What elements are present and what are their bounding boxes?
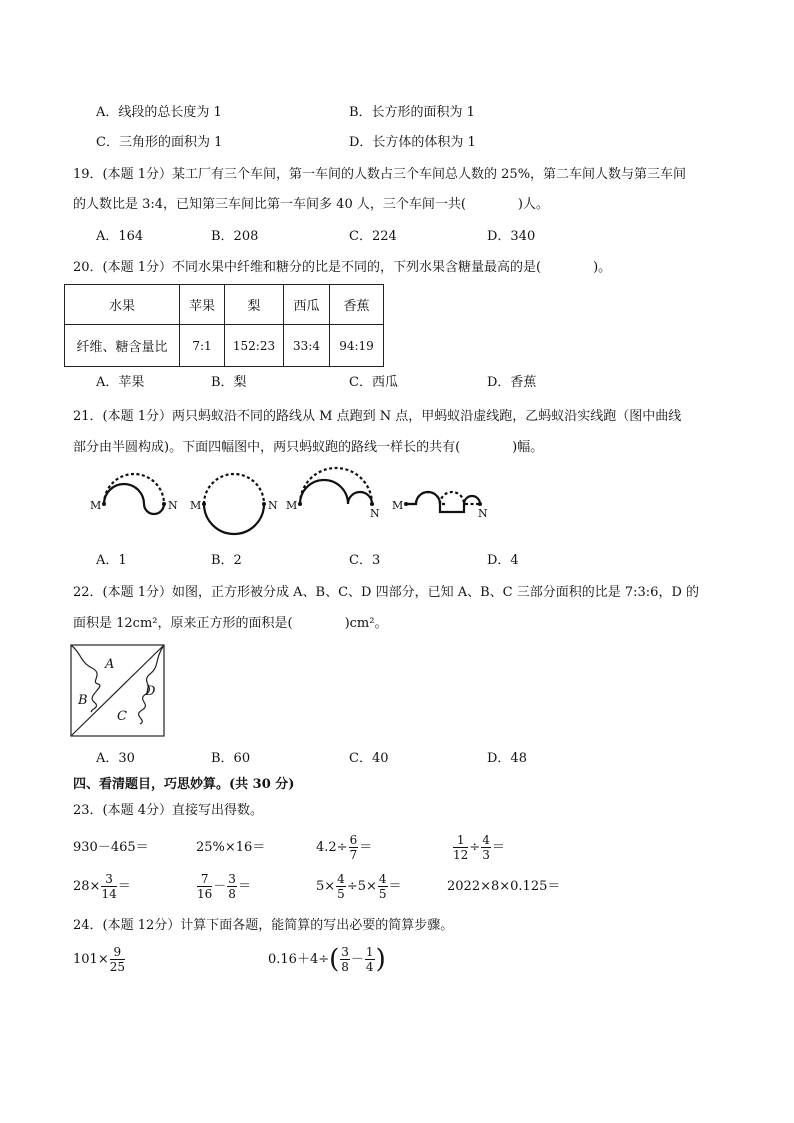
- region-label-d: D: [145, 684, 156, 699]
- q22-stem-line1: 22．(本题 1分）如图，正方形被分成 A、B、C、D 四部分，已知 A、B、C 三部分面积的比是 7:3:6，D 的: [73, 585, 700, 600]
- fraction: $\frac{7}{16}$: [197, 872, 213, 901]
- expr-2: 25%×16＝: [196, 840, 266, 855]
- calc-1: [73, 942, 126, 978]
- label-m: M: [286, 499, 298, 512]
- fraction: $\frac{9}{25}$: [109, 945, 125, 974]
- expr-text: 4.2÷: [316, 840, 348, 855]
- table-cell: 西瓜: [284, 285, 330, 325]
- fraction: $\frac{4}{5}$: [378, 872, 387, 901]
- expr-text: ÷: [469, 840, 481, 855]
- q22-option-a: A．30: [96, 751, 135, 766]
- q22-option-c: C．40: [349, 751, 389, 766]
- table-cell: 水果: [65, 285, 180, 325]
- label-m: M: [190, 499, 202, 512]
- table-header-row: [65, 285, 384, 325]
- expr-text: －: [350, 952, 364, 967]
- route-figure-4: [404, 492, 482, 512]
- table-cell: 苹果: [180, 285, 225, 325]
- q20-stem: 20．(本题 1分）不同水果中纤维和糖分的比是不同的，下列水果含糖量最高的是( )。: [73, 260, 612, 275]
- expr-6: [196, 869, 251, 905]
- label-n: N: [478, 507, 488, 520]
- left-paren: (: [329, 944, 340, 975]
- square-partition-figure: [70, 644, 166, 738]
- table-cell: 33:4: [284, 325, 330, 367]
- expr-text: 0.16＋4÷: [268, 952, 330, 967]
- expr-8: 2022×8×0.125＝: [447, 879, 561, 894]
- expr-text: ＝: [359, 840, 373, 855]
- fraction: $\frac{1}{4}$: [365, 945, 374, 974]
- expr-text: ＝: [491, 840, 505, 855]
- expr-text: ÷5×: [346, 879, 377, 894]
- fraction: $\frac{3}{8}$: [341, 945, 349, 974]
- expr-7: [316, 869, 402, 905]
- calc-2: [268, 942, 386, 978]
- label-n: N: [268, 499, 278, 512]
- expr-4: [452, 830, 505, 866]
- q18-option-a: A．线段的总长度为 1: [96, 105, 222, 120]
- q22-option-d: D．48: [487, 751, 527, 766]
- table-cell: 纤维、糖含量比: [65, 325, 180, 367]
- q20-option-a: A．苹果: [96, 375, 145, 390]
- table-row: [65, 325, 384, 367]
- q18-option-d: D．长方体的体积为 1: [349, 135, 476, 150]
- table-cell: 7:1: [180, 325, 225, 367]
- fraction: $\frac{6}{7}$: [349, 833, 358, 862]
- route-figure-1: [102, 474, 166, 514]
- q18-option-b: B．长方形的面积为 1: [349, 105, 475, 120]
- q19-option-d: D．340: [487, 229, 536, 244]
- q21-option-b: B．2: [211, 553, 242, 568]
- label-m: M: [392, 499, 404, 512]
- expr-5: [73, 869, 131, 905]
- expr-3: [316, 830, 372, 866]
- q19-option-a: A．164: [96, 229, 144, 244]
- table-cell: 94:19: [330, 325, 384, 367]
- q22-stem-line2: 面积是 12cm²，原来正方形的面积是( )cm²。: [73, 616, 388, 631]
- expr-text: 28×: [73, 879, 101, 894]
- fraction: $\frac{1}{12}$: [453, 833, 469, 862]
- expr-text: 101×: [73, 952, 109, 967]
- q19-stem-line1: 19．(本题 1分）某工厂有三个车间，第一车间的人数占三个车间总人数的 25%，第二车间人数与第三车间: [73, 167, 687, 182]
- q21-option-d: D．4: [487, 553, 519, 568]
- expr-text: －: [213, 879, 227, 894]
- q19-stem-line2: 的人数比是 3:4，已知第三车间比第一车间多 40 人，三个车间一共( )人。: [73, 197, 550, 212]
- q21-stem-line2: 部分由半圆构成)。下面四幅图中，两只蚂蚁跑的路线一样长的共有( )幅。: [73, 440, 544, 455]
- q21-stem-line1: 21．(本题 1分）两只蚂蚁沿不同的路线从 M 点跑到 N 点，甲蚂蚁沿虚线跑，乙蚂蚁沿实线跑（图中曲线: [73, 409, 682, 424]
- q19-option-b: B．208: [211, 229, 259, 244]
- q18-option-c: C．三角形的面积为 1: [96, 135, 223, 150]
- expr-text: ＝: [117, 879, 131, 894]
- table-cell: 152:23: [225, 325, 284, 367]
- expr-1: 930－465＝: [73, 840, 149, 855]
- label-m: M: [90, 499, 102, 512]
- q21-option-a: A．1: [96, 553, 127, 568]
- q21-option-c: C．3: [349, 553, 381, 568]
- q20-option-b: B．梨: [211, 375, 247, 390]
- expr-text: ＝: [388, 879, 402, 894]
- route-figure-3: [298, 468, 374, 506]
- q19-option-c: C．224: [349, 229, 397, 244]
- table-cell: 梨: [225, 285, 284, 325]
- label-n: N: [168, 499, 178, 512]
- q22-option-b: B．60: [211, 751, 251, 766]
- fraction: $\frac{3}{8}$: [228, 872, 236, 901]
- expr-text: ＝: [237, 879, 251, 894]
- q20-option-c: C．西瓜: [349, 375, 398, 390]
- q23-stem: 23．(本题 4分）直接写出得数。: [73, 803, 264, 818]
- fraction: $\frac{3}{14}$: [101, 872, 117, 901]
- fruit-ratio-table: [64, 284, 384, 367]
- ant-route-figures: [80, 462, 500, 542]
- q20-option-d: D．香蕉: [487, 375, 537, 390]
- q24-stem: 24．(本题 12分）计算下面各题，能简算的写出必要的简算步骤。: [73, 918, 454, 933]
- route-figure-2: [202, 474, 266, 534]
- region-label-a: A: [105, 657, 115, 672]
- section-4-title: 四、看清题目，巧思妙算。(共 30 分): [73, 777, 295, 792]
- region-label-c: C: [117, 709, 127, 724]
- table-cell: 香蕉: [330, 285, 384, 325]
- fraction: $\frac{4}{3}$: [482, 833, 490, 862]
- label-n: N: [370, 507, 380, 520]
- fraction: $\frac{4}{5}$: [337, 872, 345, 901]
- expr-text: 5×: [316, 879, 336, 894]
- right-paren: ): [375, 944, 386, 975]
- region-label-b: B: [78, 693, 88, 708]
